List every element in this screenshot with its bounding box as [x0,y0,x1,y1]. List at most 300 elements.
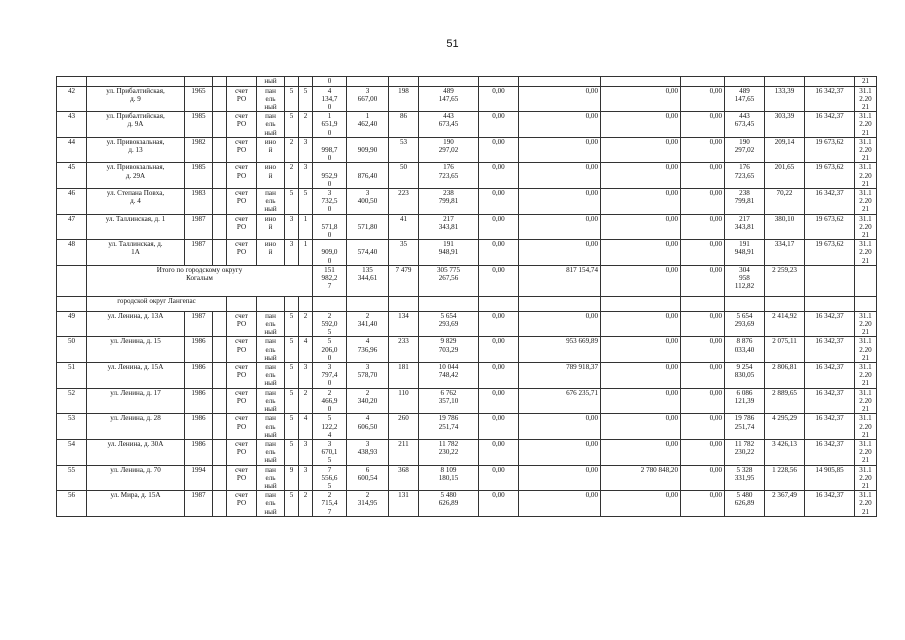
residents-cell: 368 [389,465,419,491]
date-cell: 21 [855,77,877,87]
year-cell: 1987 [185,240,213,266]
row-number-cell: 52 [57,388,87,414]
cost-cell: 0,00 [601,163,681,189]
floors-cell: 5 [285,189,299,215]
empty-cell [805,265,855,296]
limit-cell: 16 342,37 [805,414,855,440]
wall-material-cell: пан ель ный [257,311,285,337]
empty-cell [213,311,227,337]
empty-cell [213,337,227,363]
fund-sum-cell: 304 958 112,82 [725,265,765,296]
fund-sum-cell: 9 254 830,05 [725,363,765,389]
empty-cell [299,296,313,311]
address-cell: ул. Ленина, д. 28 [87,414,185,440]
cost-cell: 0,00 [479,363,519,389]
limit-cell: 16 342,37 [805,311,855,337]
wall-material-cell: пан ель ный [257,465,285,491]
table-row [57,337,877,363]
area-cell: 2 466,9 0 [313,388,347,414]
residents-cell: 260 [389,414,419,440]
cost-cell: 0,00 [601,311,681,337]
address-cell: ул. Ленина, д. 30А [87,439,185,465]
total-cost-cell: 19 786 251,74 [419,414,479,440]
entrances-cell: 2 [299,491,313,517]
entrances-cell: 3 [299,363,313,389]
area-cell: 5 122,2 4 [313,414,347,440]
row-number-cell: 51 [57,363,87,389]
address-cell: ул. Ленина, д. 70 [87,465,185,491]
year-cell: 1987 [185,491,213,517]
total-cost-cell: 11 782 230,22 [419,439,479,465]
date-cell: 31.1 2.20 21 [855,112,877,138]
date-cell: 31.1 2.20 21 [855,86,877,112]
account-type-cell: счет РО [227,363,257,389]
fund-sum-cell: 5 328 331,95 [725,465,765,491]
year-cell: 1986 [185,439,213,465]
wall-material-cell: пан ель ный [257,439,285,465]
cost-cell: 0,00 [479,337,519,363]
area-cell: 952,9 0 [313,163,347,189]
wall-material-cell: пан ель ный [257,189,285,215]
cost-cell: 0,00 [479,388,519,414]
entrances-cell: 3 [299,163,313,189]
table-row [57,189,877,215]
continued-row [57,77,877,87]
table-body [57,77,877,517]
address-cell: ул. Ленина, д. 13А [87,311,185,337]
wall-material-cell: пан ель ный [257,414,285,440]
floors-cell: 3 [285,214,299,240]
row-number-cell: 50 [57,337,87,363]
total-cost-cell: 9 829 703,29 [419,337,479,363]
wall-material-cell: ино й [257,137,285,163]
empty-cell [601,296,681,311]
table-row [57,311,877,337]
year-cell: 1982 [185,137,213,163]
limit-cell: 19 673,62 [805,240,855,266]
cost-cell: 0,00 [519,439,601,465]
account-type-cell: счет РО [227,137,257,163]
row-number-cell: 53 [57,414,87,440]
row-number-cell: 48 [57,240,87,266]
year-cell: 1985 [185,112,213,138]
year-cell: 1983 [185,189,213,215]
floors-cell: 9 [285,465,299,491]
living-area-cell: 4 606,50 [347,414,389,440]
page-number: 51 [446,38,459,50]
address-cell: ул. Ленина, д. 17 [87,388,185,414]
account-type-cell: счет РО [227,388,257,414]
limit-cell: 16 342,37 [805,388,855,414]
account-type-cell: счет РО [227,414,257,440]
cost-cell: 0,00 [681,137,725,163]
total-cost-cell: 5 654 293,69 [419,311,479,337]
area-cell: 998,7 0 [313,137,347,163]
cost-cell: 0,00 [601,86,681,112]
row-number-cell: 49 [57,311,87,337]
row-number-cell: 44 [57,137,87,163]
cost-cell: 0,00 [681,311,725,337]
residents-cell: 53 [389,137,419,163]
cost-cell: 0,00 [479,240,519,266]
total-cost-cell: 305 775 267,56 [419,265,479,296]
entrances-cell: 4 [299,337,313,363]
table-row [57,86,877,112]
per-sqm-cell: 201,65 [765,163,805,189]
floors-cell: 2 [285,137,299,163]
cost-cell: 0,00 [601,189,681,215]
living-area-cell: 6 600,54 [347,465,389,491]
row-number-cell: 55 [57,465,87,491]
cost-cell: 0,00 [681,337,725,363]
row-number-cell: 45 [57,163,87,189]
fund-sum-cell: 5 480 626,89 [725,491,765,517]
account-type-cell: счет РО [227,112,257,138]
table-row [57,163,877,189]
table-row [57,112,877,138]
residents-cell: 211 [389,439,419,465]
cost-cell: 0,00 [681,86,725,112]
empty-cell [213,240,227,266]
year-cell: 1994 [185,465,213,491]
cost-cell: 0,00 [479,265,519,296]
living-area-cell: 1 462,40 [347,112,389,138]
empty-cell [213,163,227,189]
cost-cell: 0,00 [601,265,681,296]
floors-cell: 5 [285,112,299,138]
floors-cell: 5 [285,414,299,440]
cost-cell: 0,00 [479,311,519,337]
date-cell: 31.1 2.20 21 [855,439,877,465]
fund-sum-cell: 11 782 230,22 [725,439,765,465]
floors-cell: 5 [285,388,299,414]
empty-cell [213,414,227,440]
entrances-cell: 1 [299,240,313,266]
account-type-cell: счет РО [227,163,257,189]
cost-cell: 0,00 [681,189,725,215]
per-sqm-cell: 133,39 [765,86,805,112]
cost-cell: 0,00 [519,214,601,240]
year-cell: 1986 [185,363,213,389]
living-area-cell: 574,40 [347,240,389,266]
limit-cell: 16 342,37 [805,337,855,363]
date-cell: 31.1 2.20 21 [855,189,877,215]
area-cell: 3 670,1 5 [313,439,347,465]
total-cost-cell: 8 109 180,15 [419,465,479,491]
date-cell: 31.1 2.20 21 [855,363,877,389]
total-cost-cell: 217 343,81 [419,214,479,240]
year-cell: 1965 [185,86,213,112]
residents-cell: 181 [389,363,419,389]
limit-cell: 16 342,37 [805,439,855,465]
cost-cell: 0,00 [681,439,725,465]
account-type-cell: счет РО [227,311,257,337]
area-cell: 5 206,0 0 [313,337,347,363]
entrances-cell: 5 [299,189,313,215]
per-sqm-cell: 2 075,11 [765,337,805,363]
empty-cell [213,439,227,465]
living-area-cell: 909,90 [347,137,389,163]
year-cell: 1986 [185,414,213,440]
cost-cell: 0,00 [681,363,725,389]
year-cell: 1986 [185,337,213,363]
floors-cell: 5 [285,491,299,517]
date-cell: 31.1 2.20 21 [855,388,877,414]
date-cell: 31.1 2.20 21 [855,163,877,189]
entrances-cell: 2 [299,388,313,414]
per-sqm-cell: 209,14 [765,137,805,163]
total-cost-cell: 489 147,65 [419,86,479,112]
per-sqm-cell: 334,17 [765,240,805,266]
address-cell: ул. Степана Повха, д. 4 [87,189,185,215]
living-area-cell: 3 400,50 [347,189,389,215]
total-cost-cell: 10 044 748,42 [419,363,479,389]
limit-cell: 19 673,62 [805,163,855,189]
area-cell: 3 732,5 0 [313,189,347,215]
total-cost-cell: 6 762 357,10 [419,388,479,414]
floors-cell: 5 [285,311,299,337]
fund-sum-cell: 6 086 121,39 [725,388,765,414]
residents-cell: 7 479 [389,265,419,296]
residents-cell: 134 [389,311,419,337]
entrances-cell: 3 [299,439,313,465]
total-cost-cell: 191 948,91 [419,240,479,266]
cost-cell: 0,00 [601,388,681,414]
empty-cell [213,86,227,112]
cost-cell: 0,00 [479,214,519,240]
entrances-cell: 2 [299,311,313,337]
living-area-cell: 571,80 [347,214,389,240]
date-cell: 31.1 2.20 21 [855,311,877,337]
account-type-cell: счет РО [227,491,257,517]
total-cost-cell: 176 723,65 [419,163,479,189]
living-area-cell: 876,40 [347,163,389,189]
row-number-cell: 42 [57,86,87,112]
empty-cell [213,363,227,389]
fund-sum-cell: 176 723,65 [725,163,765,189]
area-cell: 2 715,4 7 [313,491,347,517]
cost-cell: 0,00 [479,163,519,189]
per-sqm-cell: 380,10 [765,214,805,240]
empty-cell [725,296,765,311]
cost-cell: 0,00 [479,465,519,491]
wall-material-cell: ный [257,77,285,87]
section-row [57,296,877,311]
fund-sum-cell: 191 948,91 [725,240,765,266]
cost-cell: 0,00 [681,414,725,440]
empty-cell [57,265,87,296]
year-cell: 1987 [185,214,213,240]
living-area-cell: 135 344,61 [347,265,389,296]
total-cost-cell: 190 297,02 [419,137,479,163]
living-area-cell: 2 314,95 [347,491,389,517]
limit-cell: 16 342,37 [805,86,855,112]
account-type-cell: счет РО [227,439,257,465]
cost-cell: 2 780 848,20 [601,465,681,491]
empty-cell [389,296,419,311]
year-cell: 1987 [185,311,213,337]
empty-cell [213,214,227,240]
address-cell: ул. Ленина, д. 15А [87,363,185,389]
fund-sum-cell: 217 343,81 [725,214,765,240]
wall-material-cell: пан ель ный [257,388,285,414]
per-sqm-cell: 2 414,92 [765,311,805,337]
year-cell: 1986 [185,388,213,414]
empty-cell [213,189,227,215]
cost-cell: 0,00 [519,240,601,266]
cost-cell: 0,00 [479,189,519,215]
cost-cell: 0,00 [601,414,681,440]
empty-cell [681,296,725,311]
table-row [57,214,877,240]
fund-sum-cell: 8 876 033,40 [725,337,765,363]
account-type-cell: счет РО [227,337,257,363]
section-title-cell: городской округ Лангепас [87,296,227,311]
residents-cell: 110 [389,388,419,414]
limit-cell: 16 342,37 [805,363,855,389]
address-cell: ул. Прибалтийская, д. 9 [87,86,185,112]
cost-cell: 0,00 [601,214,681,240]
row-number-cell: 43 [57,112,87,138]
cost-cell: 0,00 [479,86,519,112]
residents-cell: 223 [389,189,419,215]
floors-cell: 5 [285,363,299,389]
date-cell: 31.1 2.20 21 [855,137,877,163]
wall-material-cell: пан ель ный [257,337,285,363]
residents-cell: 233 [389,337,419,363]
per-sqm-cell: 303,39 [765,112,805,138]
year-cell: 1985 [185,163,213,189]
cost-cell: 0,00 [479,414,519,440]
limit-cell: 16 342,37 [805,112,855,138]
cost-cell: 0,00 [519,163,601,189]
area-cell: 7 556,6 5 [313,465,347,491]
table-row [57,465,877,491]
empty-cell [257,296,285,311]
empty-cell [213,112,227,138]
address-cell: ул. Таллинская, д. 1 [87,214,185,240]
limit-cell: 14 905,85 [805,465,855,491]
empty-cell [347,296,389,311]
living-area-cell: 3 438,93 [347,439,389,465]
cost-cell: 0,00 [519,465,601,491]
empty-cell [227,296,257,311]
row-number-cell: 46 [57,189,87,215]
empty-cell [479,296,519,311]
entrances-cell: 3 [299,465,313,491]
cost-cell: 0,00 [601,363,681,389]
address-cell: ул. Привокзальная, д. 13 [87,137,185,163]
empty-cell [855,265,877,296]
area-cell: 1 651,9 0 [313,112,347,138]
cost-cell: 0,00 [479,491,519,517]
cost-cell: 0,00 [519,491,601,517]
floors-cell: 5 [285,86,299,112]
wall-material-cell: пан ель ный [257,491,285,517]
cost-cell: 789 918,37 [519,363,601,389]
entrances-cell: 3 [299,137,313,163]
fund-sum-cell: 489 147,65 [725,86,765,112]
address-cell: ул. Ленина, д. 15 [87,337,185,363]
cost-cell: 0,00 [519,137,601,163]
per-sqm-cell: 2 259,23 [765,265,805,296]
area-cell: 2 592,0 5 [313,311,347,337]
limit-cell: 19 673,62 [805,214,855,240]
table-row [57,414,877,440]
table-row [57,439,877,465]
empty-cell [213,137,227,163]
date-cell: 31.1 2.20 21 [855,491,877,517]
fund-sum-cell: 19 786 251,74 [725,414,765,440]
cost-cell: 0,00 [601,240,681,266]
date-cell: 31.1 2.20 21 [855,214,877,240]
per-sqm-cell: 70,22 [765,189,805,215]
empty-cell [285,296,299,311]
empty-cell [313,296,347,311]
residents-cell: 41 [389,214,419,240]
row-number-cell: 47 [57,214,87,240]
fund-sum-cell: 5 654 293,69 [725,311,765,337]
area-cell: 3 797,4 0 [313,363,347,389]
residents-cell: 198 [389,86,419,112]
limit-cell: 16 342,37 [805,491,855,517]
floors-cell: 5 [285,439,299,465]
cost-cell: 0,00 [601,137,681,163]
residents-cell: 86 [389,112,419,138]
cost-cell: 0,00 [601,491,681,517]
date-cell: 31.1 2.20 21 [855,414,877,440]
housing-registry-table [56,76,877,517]
residents-cell: 131 [389,491,419,517]
fund-sum-cell: 443 673,45 [725,112,765,138]
living-area-cell: 3 667,00 [347,86,389,112]
row-number-cell: 54 [57,439,87,465]
table-row [57,137,877,163]
empty-cell [213,465,227,491]
entrances-cell: 4 [299,414,313,440]
cost-cell: 0,00 [601,439,681,465]
address-cell: ул. Привокзальная, д. 29А [87,163,185,189]
area-cell: 571,8 0 [313,214,347,240]
fund-sum-cell: 190 297,02 [725,137,765,163]
entrances-cell: 1 [299,214,313,240]
fund-sum-cell: 238 799,81 [725,189,765,215]
cost-cell: 0,00 [519,189,601,215]
cost-cell: 0,00 [681,112,725,138]
account-type-cell: счет РО [227,465,257,491]
cost-cell: 676 235,71 [519,388,601,414]
date-cell: 31.1 2.20 21 [855,337,877,363]
wall-material-cell: пан ель ный [257,86,285,112]
per-sqm-cell: 2 806,81 [765,363,805,389]
cost-cell: 0,00 [479,439,519,465]
date-cell: 31.1 2.20 21 [855,240,877,266]
entrances-cell: 5 [299,86,313,112]
limit-cell: 19 673,62 [805,137,855,163]
date-cell: 31.1 2.20 21 [855,465,877,491]
row-number-cell: 56 [57,491,87,517]
cost-cell: 817 154,74 [519,265,601,296]
per-sqm-cell: 2 367,49 [765,491,805,517]
cost-cell: 953 669,89 [519,337,601,363]
empty-cell [213,388,227,414]
per-sqm-cell: 3 426,13 [765,439,805,465]
residents-cell: 50 [389,163,419,189]
cost-cell: 0,00 [519,311,601,337]
cost-cell: 0,00 [479,112,519,138]
total-label-cell: Итого по городскому округу Когалым [87,265,313,296]
per-sqm-cell: 4 295,29 [765,414,805,440]
